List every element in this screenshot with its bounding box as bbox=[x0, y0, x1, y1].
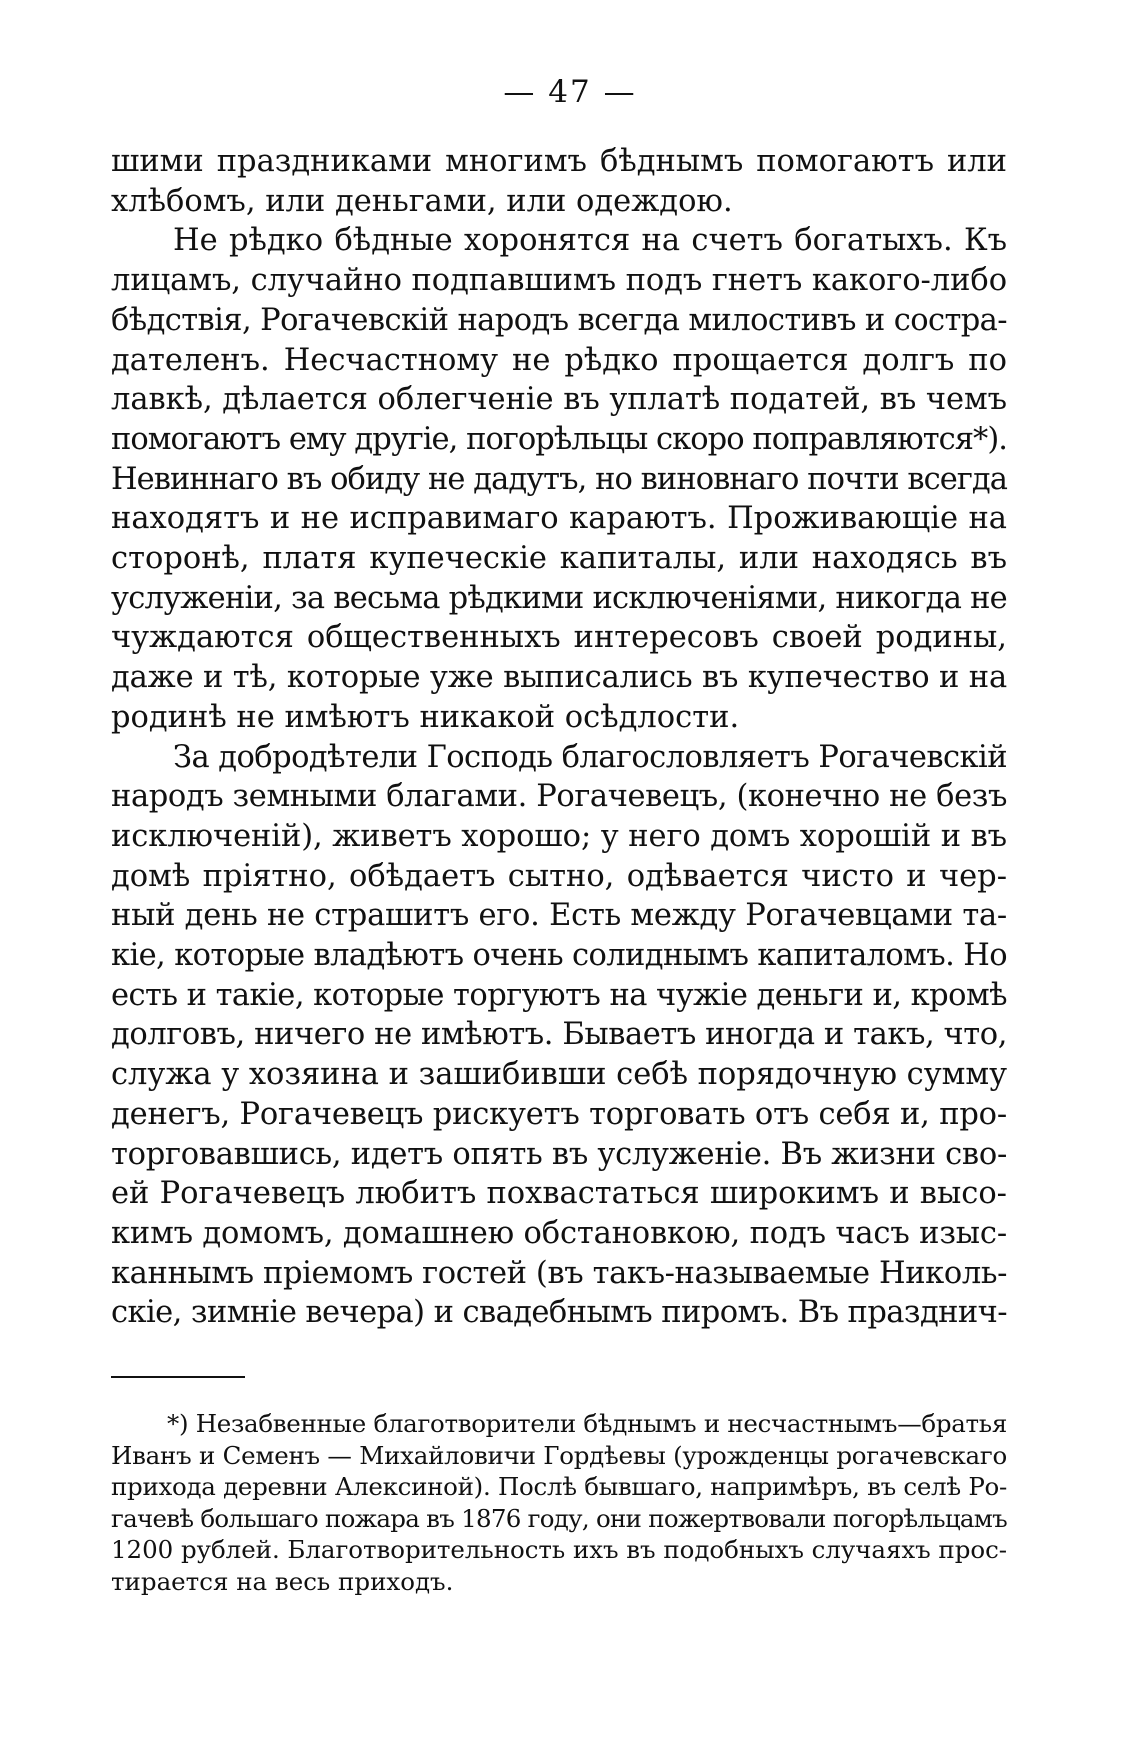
text-line: услуженіи, за весьма рѣдкими исключеніями, никогда не bbox=[111, 580, 1007, 616]
main-text bbox=[111, 142, 1007, 1333]
text-line: Невиннаго въ обиду не дадутъ, но виновнаго почти всегда bbox=[111, 461, 1007, 497]
text-line: кіе, которые владѣютъ очень солиднымъ капиталомъ. Но bbox=[111, 938, 1007, 974]
text-line: Не рѣдко бѣдные хоронятся на счетъ богатыхъ. Къ bbox=[173, 223, 1007, 259]
text-line: каннымъ пріемомъ гостей (въ такъ-называемые Николь- bbox=[111, 1255, 1007, 1291]
text-line: дателенъ. Несчастному не рѣдко прощается долгъ по bbox=[111, 342, 1007, 378]
text-line: родинѣ не имѣютъ никакой осѣдлости. bbox=[111, 699, 740, 735]
text-line: чуждаются общественныхъ интересовъ своей родины, bbox=[111, 620, 1007, 656]
text-line: находятъ и не исправимаго караютъ. Проживающіе на bbox=[111, 501, 1007, 537]
text-line: домѣ пріятно, обѣдаетъ сытно, одѣвается чисто и чер- bbox=[111, 858, 1007, 894]
text-line: даже и тѣ, которые уже выписались въ купечество и на bbox=[111, 660, 1007, 696]
text-line: шими праздниками многимъ бѣднымъ помогаютъ или bbox=[111, 144, 1007, 179]
text-line: торговавшись, идетъ опять въ услуженіе. Въ жизни сво- bbox=[111, 1136, 1007, 1172]
text-line: ный день не страшитъ его. Есть между Рогачевцами та- bbox=[111, 898, 1007, 934]
text-line: лавкѣ, дѣлается облегченіе въ уплатѣ податей, въ чемъ bbox=[111, 382, 1007, 418]
text-line: кимъ домомъ, домашнею обстановкою, подъ часъ изыс- bbox=[111, 1215, 1007, 1251]
page-number: — 47 — bbox=[503, 74, 637, 110]
text-line: помогаютъ ему другіе, погорѣльцы скоро поправляются*). bbox=[111, 421, 1007, 457]
text-line: скіе, зимніе вечера) и свадебнымъ пиромъ. Въ празднич- bbox=[111, 1295, 1007, 1331]
footnote-line: *) Незабвенные благотворители бѣднымъ и несчастнымъ—братья bbox=[167, 1409, 1007, 1438]
text-line: хлѣбомъ, или деньгами, или одеждою. bbox=[111, 183, 733, 219]
text-line: денегъ, Рогачевецъ рискуетъ торговать отъ себя и, про- bbox=[111, 1096, 1007, 1132]
text-line: лицамъ, случайно подпавшимъ подъ гнетъ какого-либо bbox=[111, 263, 1008, 299]
footnote-line: прихода деревни Алексиной). Послѣ бывшаго, напримѣръ, въ селѣ Ро- bbox=[111, 1472, 1007, 1502]
text-line: ей Рогачевецъ любитъ похвастаться широкимъ и высо- bbox=[111, 1176, 1007, 1212]
footnote-line: 1200 рублей. Благотворительность ихъ въ подобныхъ случаяхъ прос- bbox=[111, 1535, 1007, 1565]
text-line: долговъ, ничего не имѣютъ. Бываетъ иногда и такъ, что, bbox=[111, 1017, 1007, 1053]
footnote bbox=[111, 1408, 1007, 1598]
text-line: За добродѣтели Господь благословляетъ Рогачевскій bbox=[173, 739, 1007, 775]
footnote-divider bbox=[111, 1376, 245, 1378]
text-line: есть и такіе, которые торгуютъ на чужіе деньги и, кромѣ bbox=[111, 977, 1008, 1013]
text-line: исключеній), живетъ хорошо; у него домъ хорошій и въ bbox=[111, 818, 1007, 854]
text-line: бѣдствія, Рогачевскій народъ всегда милостивъ и состра- bbox=[111, 302, 1007, 338]
footnote-line: тирается на весь приходъ. bbox=[111, 1566, 454, 1596]
text-line: народъ земными благами. Рогачевецъ, (конечно не безъ bbox=[111, 779, 1007, 815]
footnote-line: гачевѣ большаго пожара въ 1876 году, они пожертвовали погорѣльцамъ bbox=[111, 1503, 1007, 1533]
text-line: служа у хозяина и зашибивши себѣ порядочную сумму bbox=[111, 1057, 1007, 1093]
text-line: сторонѣ, платя купеческіе капиталы, или находясь въ bbox=[111, 541, 1007, 577]
footnote-line: Иванъ и Семенъ — Михайловичи Гордѣевы (урожденцы рогачевскаго bbox=[111, 1440, 1008, 1470]
